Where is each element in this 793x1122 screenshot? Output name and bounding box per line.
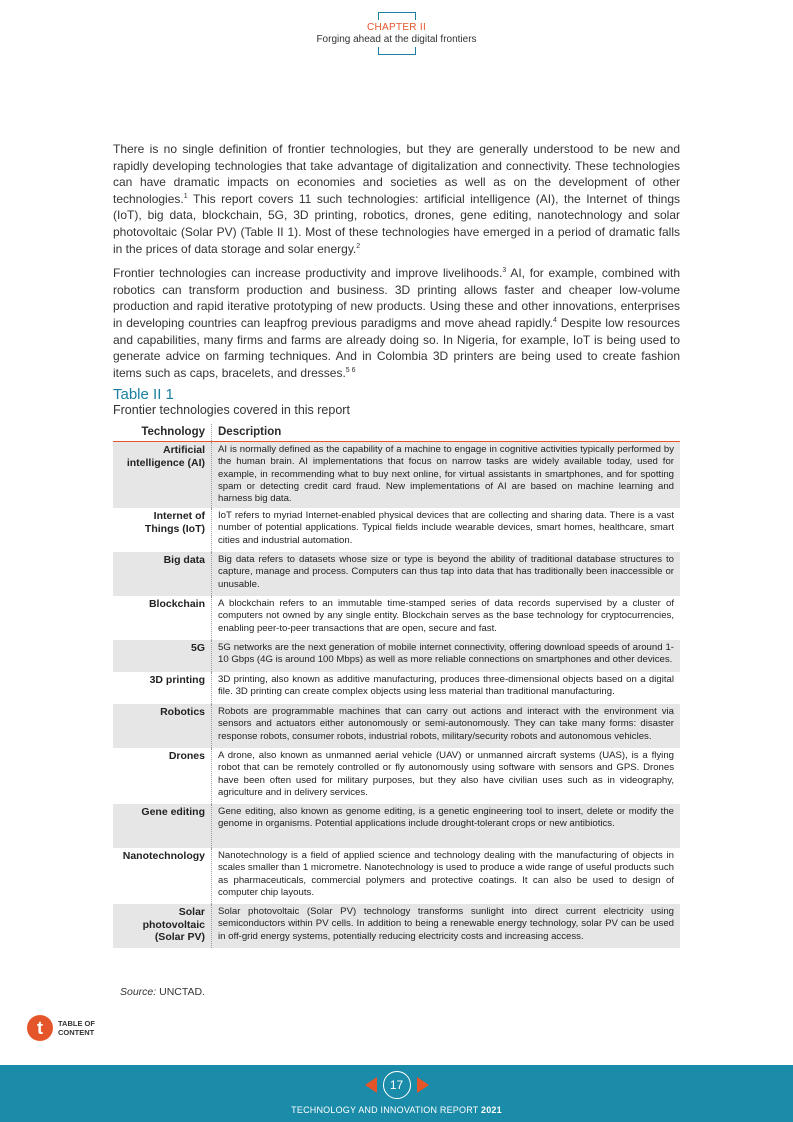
page-navigation bbox=[0, 1071, 793, 1099]
chapter-header bbox=[0, 12, 793, 55]
body-text bbox=[113, 141, 680, 389]
next-page-arrow-icon[interactable] bbox=[417, 1077, 429, 1093]
footer-bar bbox=[0, 1065, 793, 1122]
table-row bbox=[113, 748, 680, 804]
table-row bbox=[113, 904, 680, 948]
paragraph-2 bbox=[113, 265, 680, 381]
toc-label-line-1: TABLE OF bbox=[58, 1019, 95, 1028]
technology-cell: Blockchain bbox=[113, 596, 212, 640]
table-row bbox=[113, 552, 680, 596]
column-header-description: Description bbox=[212, 424, 681, 442]
table-of-content-icon[interactable]: t bbox=[27, 1015, 53, 1041]
description-cell: 5G networks are the next generation of mobile internet connectivity, offering download speeds of around 1-10 Gbps (4G is around 100 Mbps) as well as more reliable connections on smartphones and other devices. bbox=[212, 640, 681, 672]
description-cell: A blockchain refers to an immutable time-stamped series of data records supervised by a cluster of computers not owned by any single entity. Blockchain serves as the base technology for cryptocurrencies, enabling peer-to-peer transactions that are open, secure and fast. bbox=[218, 598, 674, 634]
technology-cell: Solar photovoltaic (Solar PV) bbox=[113, 904, 212, 948]
table-row bbox=[113, 704, 680, 748]
footnote-ref-3[interactable]: 3 bbox=[502, 267, 507, 275]
table-source bbox=[120, 986, 205, 998]
paragraph-2-text-b: AI, for example, combined with robotics can transform production and business. 3D printing allows faster and cheaper low-volume production and rapid iterative prototyping of new products. Using these and other innovations, enterprises in developing countries can leapfrog previous paradigms and move ahead rapidly. bbox=[113, 266, 681, 330]
column-header-technology: Technology bbox=[113, 424, 212, 442]
paragraph-1-text-b: This report covers 11 such technologies: artificial intelligence (AI), the Internet of things (IoT), big data, blockchain, 5G, 3D printing, robotics, drones, gene editing, nanotechnology and solar photovoltaic (Solar PV) (Table II 1). Most of these technologies have emerged in a period of dramatic falls in the prices of data storage and solar energy. bbox=[113, 191, 680, 256]
description-cell: Robots are programmable machines that can carry out actions and interact with the environment via sensors and actuators either autonomously or semi-autonomously. They can take many forms: disaster response robots, consumer robots, industrial robots, military/security robots and autonomous vehicles. bbox=[212, 704, 681, 748]
technology-cell: 3D printing bbox=[113, 672, 212, 704]
table-header-row bbox=[113, 424, 680, 442]
technology-cell: Nanotechnology bbox=[113, 848, 212, 904]
report-year: 2021 bbox=[480, 1105, 502, 1115]
table-row bbox=[113, 848, 680, 904]
footnote-ref-5-6[interactable]: 5 6 bbox=[345, 366, 356, 374]
description-cell: A drone, also known as unmanned aerial vehicle (UAV) or unmanned aircraft systems (UAS), is a flying robot that can be remotely controlled or fly autonomously using software with sensors and GPS. Drones have been often used for military purposes, but they also have civilian uses such as in videography, agriculture and in delivery services. bbox=[218, 750, 674, 798]
table-subtitle: Frontier technologies covered in this report bbox=[113, 403, 350, 417]
description-cell: IoT refers to myriad Internet-enabled physical devices that are collecting and sharing data. There is a vast number of potential applications. Typical fields include wearable devices, smart homes, healthcare, smart cities and industrial automation. bbox=[218, 510, 674, 546]
description-cell: AI is normally defined as the capability of a machine to engage in cognitive activities typically performed by the human brain. AI implementations that focus on narrow tasks are widely available today, used for example, in recommending what to buy next online, for virtual assistants in smartphones, and for spotting spam or detecting credit card fraud. New implementations of AI are based on machine learning and harness big data. bbox=[212, 442, 681, 509]
description-cell: Solar photovoltaic (Solar PV) technology transforms sunlight into direct current electricity using semiconductors within PV cells. In addition to being a renewable energy technology, solar PV can be used in off-grid energy systems, potentially reducing electricity costs and increasing access. bbox=[212, 904, 681, 948]
technology-cell: 5G bbox=[113, 640, 212, 672]
previous-page-arrow-icon[interactable] bbox=[365, 1077, 377, 1093]
report-name bbox=[0, 1105, 793, 1115]
table-title: Table II 1 bbox=[113, 386, 174, 403]
paragraph-1 bbox=[113, 141, 680, 257]
table-row bbox=[113, 508, 680, 552]
table-row bbox=[113, 442, 680, 509]
table-row bbox=[113, 804, 680, 848]
description-cell: 3D printing, also known as additive manufacturing, produces three-dimensional objects based on a digital file. 3D printing can create complex objects using less material than traditional manufacturing. bbox=[218, 674, 674, 698]
technology-cell: Big data bbox=[113, 552, 212, 596]
paragraph-1-text-a: There is no single definition of frontier technologies, but they are generally understood to be new and rapidly developing technologies that take advantage of digitalization and connectivity. These technologies can have dramatic impacts on economies and societies as well as on the development of other technologies. bbox=[113, 142, 680, 206]
page-number: 17 bbox=[383, 1071, 411, 1099]
bracket-bottom-decoration bbox=[378, 47, 416, 55]
table-row bbox=[113, 640, 680, 672]
description-cell: Nanotechnology is a field of applied science and technology dealing with the manufacturing of objects in scales smaller than 1 micrometre. Nanotechnology is used to produce a wide range of useful products such as pharmaceuticals, commercial polymers and protective coatings. It can also be used to design of computer chip layouts. bbox=[218, 850, 674, 898]
table-row bbox=[113, 672, 680, 704]
footnote-ref-2[interactable]: 2 bbox=[356, 242, 361, 250]
table-of-content-label[interactable] bbox=[58, 1019, 95, 1037]
footnote-ref-4[interactable]: 4 bbox=[552, 316, 557, 324]
paragraph-2-text-a: Frontier technologies can increase productivity and improve livelihoods. bbox=[113, 266, 503, 281]
table-of-content-link[interactable] bbox=[27, 1015, 95, 1041]
technology-cell: Drones bbox=[113, 748, 212, 804]
toc-label-line-2: CONTENT bbox=[58, 1028, 95, 1037]
description-cell: Big data refers to datasets whose size or type is beyond the ability of traditional database structures to capture, manage and process. Computers can thus tap into data that has traditionally been inaccessible or unusable. bbox=[212, 552, 681, 596]
technology-cell: Internet of Things (IoT) bbox=[113, 508, 212, 552]
frontier-technologies-table bbox=[113, 424, 680, 948]
chapter-subtitle: Forging ahead at the digital frontiers bbox=[316, 34, 477, 45]
description-cell: Gene editing, also known as genome editing, is a genetic engineering tool to insert, delete or modify the genome in organisms. Potential applications include drought-tolerant crops or new antibiotics. bbox=[212, 804, 681, 848]
table-row bbox=[113, 596, 680, 640]
chapter-number: CHAPTER II bbox=[366, 22, 427, 33]
technology-cell: Robotics bbox=[113, 704, 212, 748]
technology-cell: Artificial intelligence (AI) bbox=[113, 442, 212, 509]
source-value: UNCTAD. bbox=[156, 986, 205, 998]
report-name-prefix: TECHNOLOGY AND INNOVATION REPORT bbox=[291, 1105, 481, 1115]
bracket-top-decoration bbox=[378, 12, 416, 20]
paragraph-2-text-c: Despite low resources and capabilities, many firms and farms are already doing so. In Nigeria, for example, IoT is being used to generate advice on farming techniques. And in Colombia 3D printers are being used to create fashion items such as caps, bracelets, and dresses. bbox=[113, 315, 680, 380]
footnote-ref-1[interactable]: 1 bbox=[183, 192, 188, 200]
technology-cell: Gene editing bbox=[113, 804, 212, 848]
source-label: Source: bbox=[120, 986, 157, 998]
